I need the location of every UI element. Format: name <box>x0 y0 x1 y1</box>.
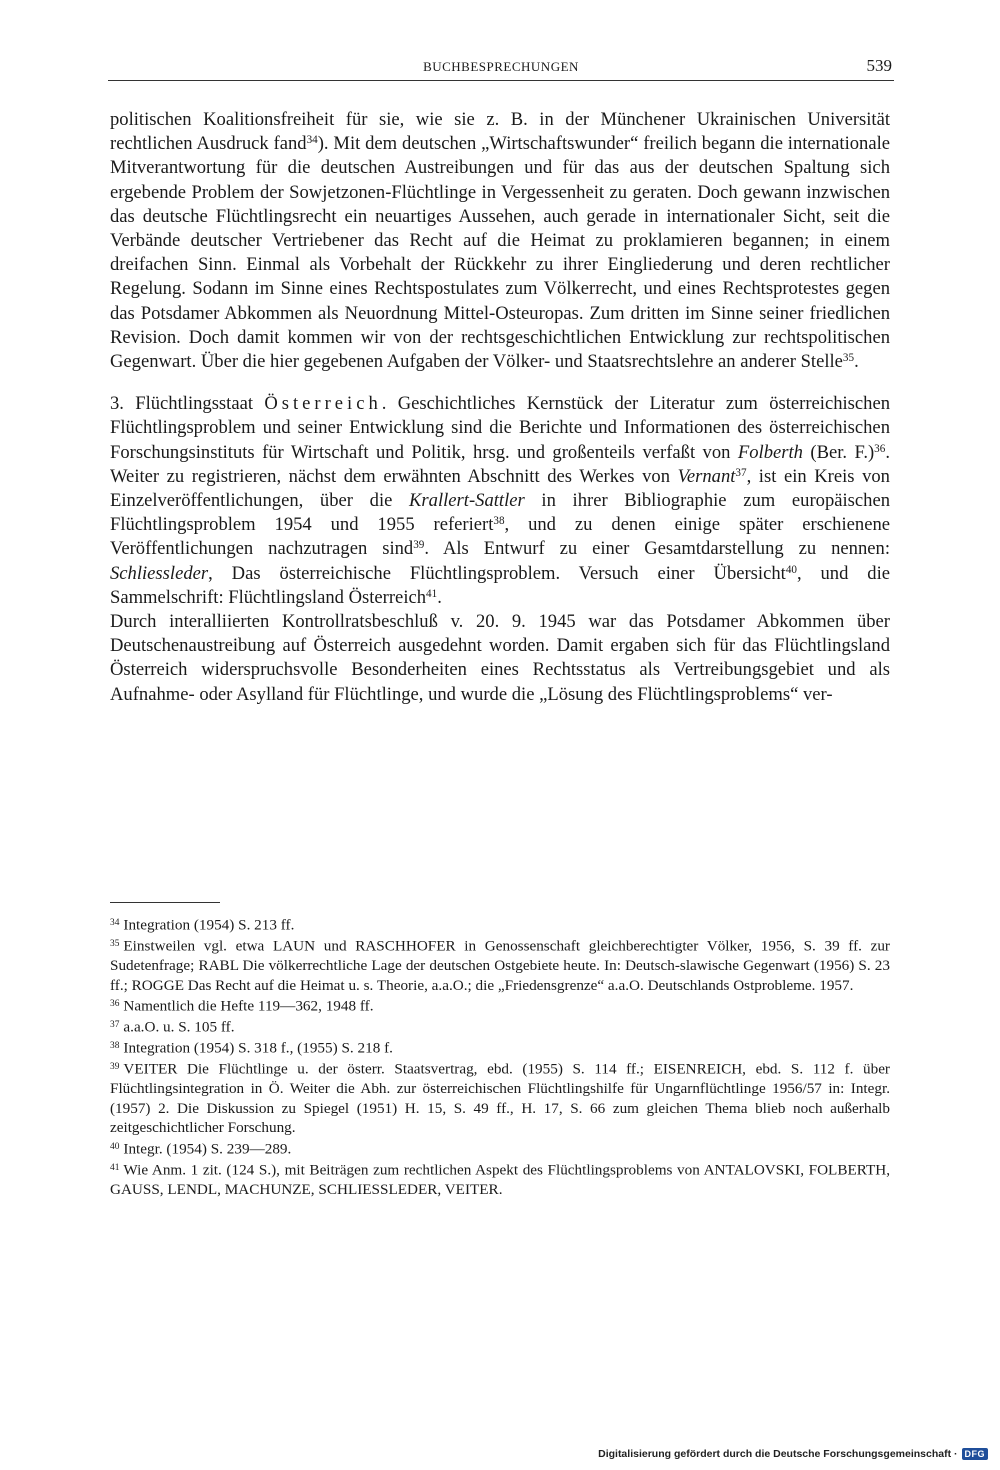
footnote-number: 35 <box>110 939 120 950</box>
text-run: politischen Koalitionsfreiheit für sie, wie sie z. B. in der Münchener Ukrainischen Universität rechtlichen Ausdruck fand <box>110 109 890 155</box>
footnote-ref: 40 <box>785 563 797 576</box>
footnote-text: Namentlich die Hefte 119—362, 1948 ff. <box>123 997 374 1015</box>
author-name: Schliessleder <box>110 562 209 584</box>
footnotes <box>110 914 890 1199</box>
credit-text: Digitalisierung gefördert durch die Deutsche Forschungsgemeinschaft · <box>598 1448 958 1460</box>
spaced-term: Österreich <box>264 393 382 415</box>
page-header <box>108 58 894 81</box>
footnote <box>110 1037 890 1058</box>
footnote-ref: 34 <box>306 134 318 147</box>
author-name: Krallert-Sattler <box>409 490 525 512</box>
footnote-text: VEITER Die Flüchtlinge u. der österr. Staatsvertrag, ebd. (1955) S. 114 ff.; EISENREICH, ebd. S. 112 f. über Flüchtlingsintegration in Ö. Weiter die Abh. zur österreichischen Flüchtlingshilfe für Ungarnflüchtlinge 1956/57 in: Integr. (1957) 2. Die Diskussion zu Spiegel (1951) H. 15, S. 49 ff., H. 17, S. 66 zum gleichen Thema blieb noch außerhalb zeitgeschichtlicher Forschung. <box>110 1061 890 1137</box>
footnote <box>110 914 890 935</box>
footnote <box>110 1058 890 1137</box>
footnote-ref: 36 <box>874 442 886 455</box>
footnote-text: Einstweilen vgl. etwa LAUN und RASCHHOFER in Genossenschaft gleichberechtigter Völker, 1956, S. 39 ff. zur Sudetenfrage; RABL Die völkerrechtliche Lage der deutschen Ostgebiete heute. In: Deutsch-slawische Gegenwart (1956) S. 23 ff.; ROGGE Das Recht auf die Heimat u. s. Theorie, a.a.O.; die „Friedensgrenze“ a.a.O. Deutschlands Ostprobleme. 1957. <box>110 937 890 994</box>
footnote-ref: 35 <box>842 351 855 364</box>
footnote <box>110 995 890 1016</box>
page-number: 539 <box>866 56 892 75</box>
text-run: , und die Sammelschrift: Flüchtlingsland Österreich <box>110 562 890 608</box>
text-run: Durch interalliierten Kontrollratsbeschluß v. 20. 9. 1945 war das Potsdamer Abkommen über Deutschenaustreibung auf Österreich ausgedehnt worden. Damit ergaben sich für das Flüchtlingsland Österreich widerspruchsvolle Besonderheiten eines Rechtsstatus als Vertreibungsgebiet und als Aufnahme- oder Asylland für Flüchtlinge, und wurde die „Lösung des Flüchtlingsproblems“ ver- <box>110 611 890 705</box>
author-name: Vernant <box>677 465 736 487</box>
footnote-text: Integration (1954) S. 213 ff. <box>123 916 295 934</box>
text-run: . Als Entwurf zu einer Gesamtdarstellung zu nennen: <box>424 538 890 560</box>
footnote-number: 41 <box>110 1162 120 1173</box>
digitization-credit <box>598 1448 988 1460</box>
main-text <box>110 108 890 707</box>
footnote-number: 37 <box>110 1020 120 1031</box>
footnote-text: Integr. (1954) S. 239—289. <box>123 1140 292 1158</box>
paragraph <box>110 108 890 374</box>
text-run: ). Mit dem deutschen „Wirtschaftswunder“ freilich begann die internationale Mitverantwortung für die deutschen Austreibungen und für das aus der deutschen Spaltung sich ergebende Problem der Sowjetzonen-Flüchtlinge in Vergessenheit zu geraten. Doch gewann inzwischen das deutsche Flüchtlingsrecht ein neuartiges Aussehen, auch gerade in internationaler Sicht, seit die Verbände deutscher Vertriebener das Recht auf die Heimat zu proklamieren begannen; in einem dreifachen Sinn. Einmal als Vorbehalt der Rückkehr zu ihrer Eingliederung und deren rechtlicher Regelung. Sodann im Sinne eines Rechtspostulates zum Völkerrecht, und eines Rechtsprotestes gegen das Potsdamer Abkommen als Neuordnung Mittel-Osteuropas. Zum dritten im Sinne seiner friedlichen Revision. Doch damit kommen wir von der rechtsgeschichtlichen Entwicklung zur rechtspolitischen Gegenwart. Über die hier gegebenen Aufgaben der Völker- und Staatsrechtslehre an anderer Stelle <box>110 133 891 373</box>
footnote-number: 36 <box>110 999 120 1010</box>
text-run: (Ber. F.) <box>802 441 875 463</box>
author-name: Folberth <box>737 441 803 463</box>
footnote-separator <box>110 902 220 903</box>
footnote <box>110 1159 890 1200</box>
footnote-ref: 37 <box>735 466 747 479</box>
paragraph <box>110 392 890 610</box>
footnote-number: 39 <box>110 1062 120 1073</box>
footnote-text: Integration (1954) S. 318 f., (1955) S. 218 f. <box>123 1039 393 1057</box>
footnote-number: 34 <box>110 918 120 928</box>
running-head: BUCHBESPRECHUNGEN <box>423 59 579 74</box>
text-run: , und zu denen einige später erschienene Veröffentlichungen nachzutragen sind <box>110 514 890 560</box>
footnote-text: a.a.O. u. S. 105 ff. <box>123 1018 235 1036</box>
footnote <box>110 935 890 995</box>
footnote-number: 40 <box>110 1141 120 1152</box>
footnote-text: Wie Anm. 1 zit. (124 S.), mit Beiträgen zum rechtlichen Aspekt des Flüchtlingsproblems von ANTALOVSKI, FOLBERTH, GAUSS, LENDL, MACHUNZE, SCHLIESSLEDER, VEITER. <box>110 1161 890 1198</box>
text-run: , ist ein Kreis von Einzelveröffentlichungen, über die <box>110 465 890 512</box>
text-run: . Geschichtliches Kernstück der Literatur zum österreichischen Flüchtlingsproblem und seiner Entwicklung sind die Berichte und Informationen des österreichischen Forschungsinstituts für Wirtschaft und Politik, hrsg. und großenteils verfaßt von <box>110 393 891 463</box>
footnote-number: 38 <box>110 1041 120 1052</box>
text-run: . Weiter zu registrieren, nächst dem erwähnten Abschnitt des Werkes von <box>110 441 890 487</box>
text-run: . <box>437 586 442 608</box>
text-run: , Das österreichische Flüchtlingsproblem. Versuch einer Übersicht <box>208 562 786 584</box>
footnote-ref: 38 <box>493 515 505 528</box>
footnote-ref: 39 <box>413 539 425 552</box>
paragraph <box>110 610 890 707</box>
text-run: 3. Flüchtlingsstaat <box>110 393 265 415</box>
footnote-ref: 41 <box>426 587 438 600</box>
text-run: . <box>854 351 859 373</box>
dfg-logo: DFG <box>962 1448 989 1460</box>
footnote <box>110 1138 890 1159</box>
footnote <box>110 1016 890 1037</box>
text-run: in ihrer Bibliographie zum europäischen Flüchtlingsproblem 1954 und 1955 referiert <box>110 490 890 536</box>
